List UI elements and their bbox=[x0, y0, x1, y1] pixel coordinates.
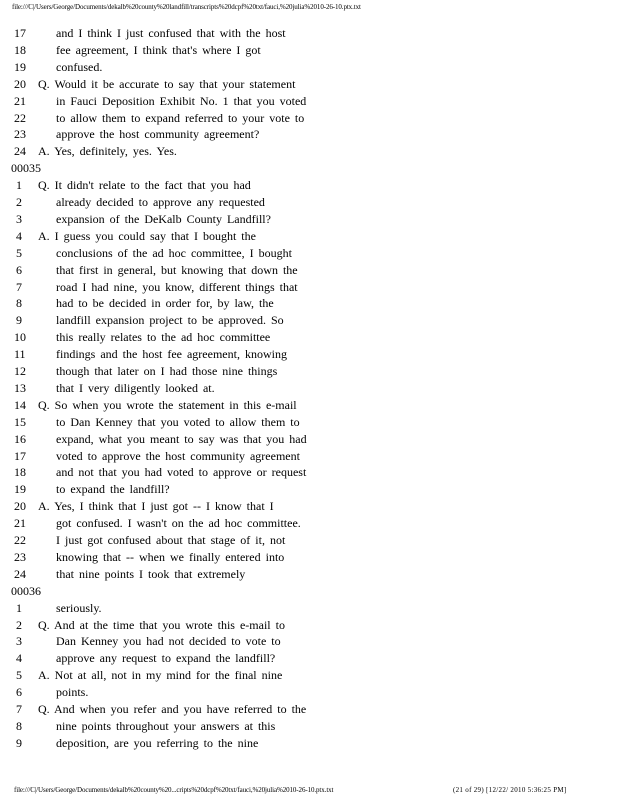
line-text: I just got confused about that stage of it, not bbox=[56, 533, 286, 547]
line-number: 15 bbox=[14, 414, 26, 429]
line-text: Q. And at the time that you wrote this e-mail to bbox=[38, 617, 285, 632]
line-text: A. Yes, I think that I just got -- I know that I bbox=[38, 499, 274, 514]
line-text: road I had nine, you know, different things that bbox=[56, 279, 298, 294]
line-number: 7 bbox=[16, 279, 22, 294]
line-text: knowing that -- when we finally entered into bbox=[56, 549, 285, 564]
line-number: 2 bbox=[16, 195, 22, 209]
line-text: to allow them to expand referred to your vote to bbox=[56, 110, 305, 125]
line-text: in Fauci Deposition Exhibit No. 1 that you voted bbox=[56, 93, 307, 108]
line-number: 5 bbox=[16, 668, 22, 683]
line-text: Q. Would it be accurate to say that your statement bbox=[38, 76, 296, 91]
line-text: Dan Kenney you had not decided to vote to bbox=[56, 634, 281, 649]
line-text: A. Not at all, not in my mind for the final nine bbox=[38, 668, 283, 683]
line-text: approve the host community agreement? bbox=[56, 127, 260, 142]
line-text: deposition, are you referring to the nine bbox=[56, 735, 259, 750]
line-text: to expand the landfill? bbox=[56, 482, 170, 497]
line-number: 1 bbox=[16, 600, 22, 615]
line-text: points. bbox=[56, 685, 89, 700]
line-number: 19 bbox=[14, 59, 26, 74]
line-text: Q. And when you refer and you have referred to the bbox=[38, 702, 307, 716]
line-number: 12 bbox=[14, 364, 26, 378]
line-number: 18 bbox=[14, 465, 26, 480]
line-number: 20 bbox=[14, 76, 26, 91]
line-number: 18 bbox=[14, 42, 26, 57]
line-text: expand, what you meant to say was that you had bbox=[56, 431, 307, 446]
line-number: 1 bbox=[16, 178, 22, 193]
line-number: 21 bbox=[14, 93, 26, 108]
line-text: findings and the host fee agreement, knowing bbox=[56, 347, 287, 362]
line-text: and I think I just confused that with the host bbox=[56, 26, 286, 40]
line-number: 6 bbox=[16, 262, 22, 277]
line-number: 22 bbox=[14, 533, 26, 547]
line-number: 9 bbox=[16, 735, 22, 750]
line-number: 24 bbox=[14, 144, 26, 159]
line-text: already decided to approve any requested bbox=[56, 195, 265, 209]
line-text: got confused. I wasn't on the ad hoc committee. bbox=[56, 516, 301, 531]
page-number-label: 00035 bbox=[11, 161, 41, 176]
line-text: voted to approve the host community agreement bbox=[56, 448, 300, 463]
line-number: 6 bbox=[16, 685, 22, 700]
line-text: A. Yes, definitely, yes. Yes. bbox=[38, 144, 177, 159]
line-number: 19 bbox=[14, 482, 26, 497]
line-number: 11 bbox=[14, 347, 26, 362]
line-text: Q. So when you wrote the statement in this e-mail bbox=[38, 397, 297, 412]
line-number: 22 bbox=[14, 110, 26, 125]
line-text: this really relates to the ad hoc committee bbox=[56, 330, 271, 345]
line-number: 7 bbox=[16, 702, 22, 716]
line-number: 23 bbox=[14, 127, 26, 142]
line-number: 17 bbox=[14, 448, 26, 463]
line-text: that first in general, but knowing that down the bbox=[56, 262, 298, 277]
line-number: 9 bbox=[16, 313, 22, 328]
line-number: 13 bbox=[14, 380, 26, 395]
line-text: Q. It didn't relate to the fact that you had bbox=[38, 178, 251, 193]
page-number-label: 00036 bbox=[11, 583, 41, 598]
line-number: 16 bbox=[14, 431, 26, 446]
line-text: nine points throughout your answers at this bbox=[56, 718, 276, 733]
footer-file-path: file:///C|/Users/George/Documents/dekalb%20county%20...cripts%20dcpf%20txt/fauci,%20julia%2010-26-10.ptx.txt bbox=[14, 786, 334, 794]
line-text: that nine points I took that extremely bbox=[56, 566, 246, 581]
line-number: 8 bbox=[16, 296, 22, 311]
line-text: expansion of the DeKalb County Landfill? bbox=[56, 211, 271, 226]
line-number: 4 bbox=[16, 228, 22, 243]
line-number: 5 bbox=[16, 245, 22, 260]
line-number: 20 bbox=[14, 499, 26, 514]
line-text: though that later on I had those nine things bbox=[56, 364, 278, 378]
line-number: 4 bbox=[16, 651, 22, 666]
line-number: 17 bbox=[14, 26, 26, 40]
line-text: confused. bbox=[56, 59, 103, 74]
line-text: seriously. bbox=[56, 600, 102, 615]
line-text: that I very diligently looked at. bbox=[56, 380, 215, 395]
line-text: to Dan Kenney that you voted to allow them to bbox=[56, 414, 300, 429]
line-number: 24 bbox=[14, 566, 26, 581]
line-text: fee agreement, I think that's where I got bbox=[56, 42, 261, 57]
line-number: 3 bbox=[16, 634, 22, 649]
line-number: 23 bbox=[14, 549, 26, 564]
line-text: approve any request to expand the landfill? bbox=[56, 651, 276, 666]
line-text: conclusions of the ad hoc committee, I bought bbox=[56, 245, 292, 260]
line-text: landfill expansion project to be approved. So bbox=[56, 313, 284, 328]
line-text: and not that you had voted to approve or request bbox=[56, 465, 307, 480]
line-text: A. I guess you could say that I bought the bbox=[38, 228, 256, 243]
line-number: 14 bbox=[14, 397, 26, 412]
line-number: 21 bbox=[14, 516, 26, 531]
line-number: 10 bbox=[14, 330, 26, 345]
footer-page-info: (21 of 29) [12/22/ 2010 5:36:25 PM] bbox=[453, 786, 567, 794]
line-number: 3 bbox=[16, 211, 22, 226]
line-text: had to be decided in order for, by law, the bbox=[56, 296, 274, 311]
line-number: 8 bbox=[16, 718, 22, 733]
header-file-path: file:///C|/Users/George/Documents/dekalb%20county%20landfill/transcripts%20dcpf%20txt/fauci,%20julia%2010-26-10.ptx.txt bbox=[12, 3, 361, 11]
line-number: 2 bbox=[16, 617, 22, 632]
